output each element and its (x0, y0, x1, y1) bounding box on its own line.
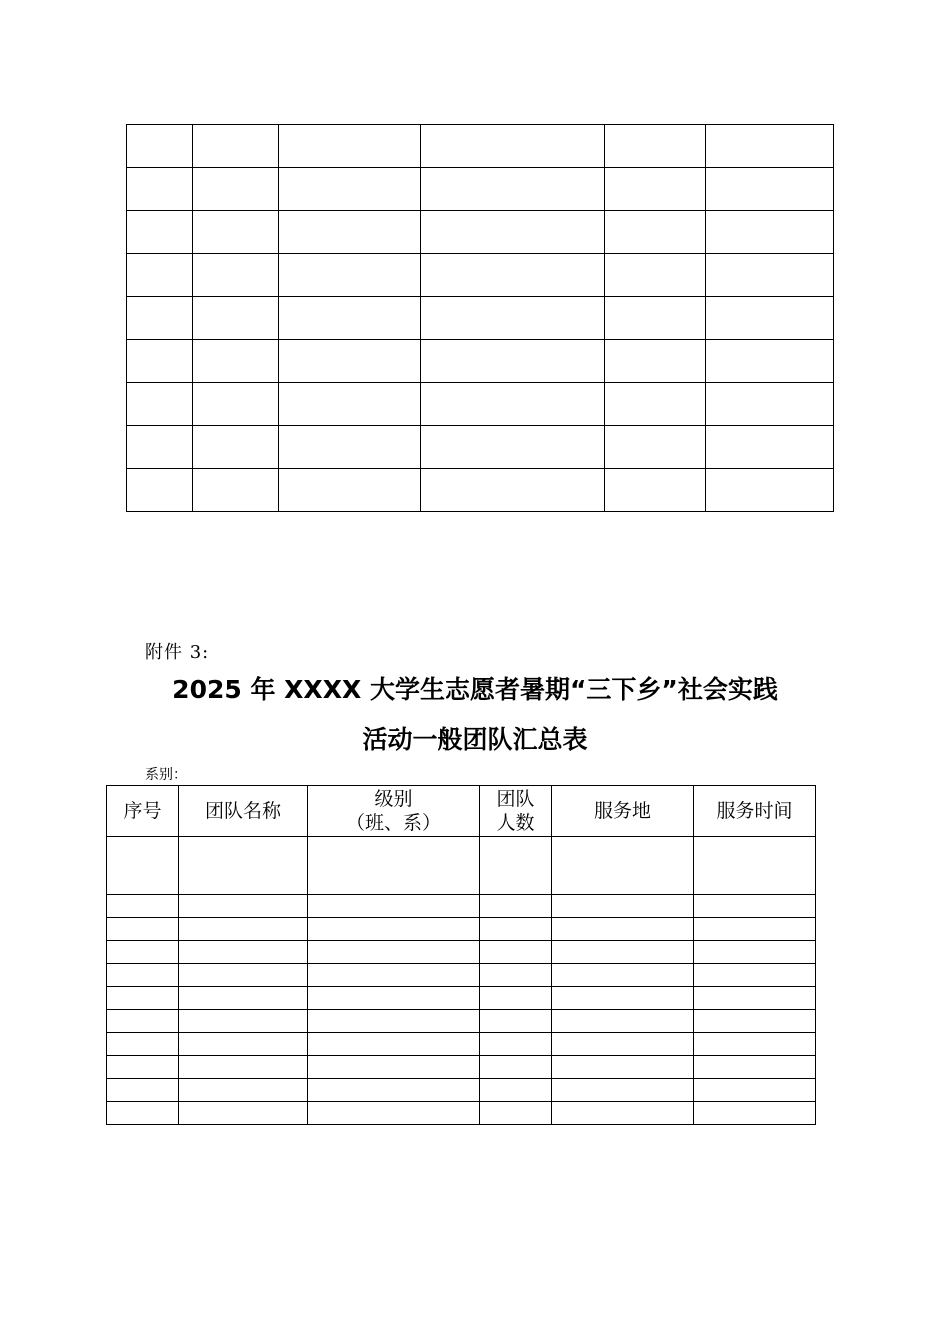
table-row (107, 1010, 816, 1033)
table-cell[interactable] (308, 837, 480, 895)
table-cell[interactable] (694, 1056, 816, 1079)
table-cell[interactable] (308, 1010, 480, 1033)
table-cell[interactable] (279, 426, 421, 469)
table-cell[interactable] (480, 987, 552, 1010)
header-service-location: 服务地 (552, 786, 694, 837)
table-row (127, 383, 834, 426)
table-cell[interactable] (694, 1102, 816, 1125)
table-cell[interactable] (694, 1010, 816, 1033)
table-cell[interactable] (552, 964, 694, 987)
table-row (107, 987, 816, 1010)
table-cell[interactable] (127, 254, 193, 297)
table-cell[interactable] (552, 1056, 694, 1079)
table-row (127, 297, 834, 340)
table-cell[interactable] (480, 1033, 552, 1056)
table-cell[interactable] (193, 383, 279, 426)
table-cell[interactable] (193, 297, 279, 340)
table-cell[interactable] (179, 1079, 308, 1102)
table-cell[interactable] (421, 125, 605, 168)
header-level-line-2: （班、系） (345, 812, 441, 834)
table-cell[interactable] (605, 340, 706, 383)
table-cell[interactable] (179, 837, 308, 895)
table-cell[interactable] (480, 1079, 552, 1102)
table-cell[interactable] (605, 469, 706, 512)
table-cell[interactable] (107, 1079, 179, 1102)
table-cell[interactable] (107, 918, 179, 941)
table-cell[interactable] (421, 254, 605, 297)
header-level (308, 786, 480, 837)
table-row (127, 211, 834, 254)
team-summary-table-body (107, 837, 816, 1125)
table-cell[interactable] (127, 426, 193, 469)
table-row (107, 1079, 816, 1102)
table-cell[interactable] (552, 918, 694, 941)
table-cell[interactable] (552, 895, 694, 918)
table-cell[interactable] (107, 964, 179, 987)
table-cell[interactable] (605, 211, 706, 254)
attachment-label: 附件 3: (145, 642, 210, 663)
table-cell[interactable] (605, 383, 706, 426)
team-summary-table (106, 785, 816, 1125)
table-cell[interactable] (605, 125, 706, 168)
department-label: 系别： (145, 767, 187, 783)
table-cell[interactable] (552, 1079, 694, 1102)
table-cell[interactable] (107, 1056, 179, 1079)
table-cell[interactable] (193, 340, 279, 383)
table-cell[interactable] (308, 987, 480, 1010)
table-cell[interactable] (605, 168, 706, 211)
table-cell[interactable] (694, 964, 816, 987)
table-cell[interactable] (694, 895, 816, 918)
table-cell[interactable] (127, 383, 193, 426)
table-cell[interactable] (552, 941, 694, 964)
table-cell[interactable] (127, 125, 193, 168)
table-cell[interactable] (605, 254, 706, 297)
table-row (127, 168, 834, 211)
table-cell[interactable] (127, 469, 193, 512)
table-cell[interactable] (308, 1056, 480, 1079)
table-cell[interactable] (107, 1010, 179, 1033)
table-cell[interactable] (308, 895, 480, 918)
table-row (127, 254, 834, 297)
table-cell[interactable] (605, 426, 706, 469)
table-row (127, 125, 834, 168)
table-cell[interactable] (308, 1102, 480, 1125)
table-cell[interactable] (193, 426, 279, 469)
table-cell[interactable] (107, 837, 179, 895)
table-cell[interactable] (480, 1056, 552, 1079)
table-cell[interactable] (179, 895, 308, 918)
table-cell[interactable] (706, 211, 834, 254)
table-cell[interactable] (421, 297, 605, 340)
table-cell[interactable] (193, 254, 279, 297)
table-cell[interactable] (107, 895, 179, 918)
table-cell[interactable] (421, 168, 605, 211)
continuation-table-body (127, 125, 834, 512)
table-row (127, 426, 834, 469)
table-cell[interactable] (127, 168, 193, 211)
table-cell[interactable] (193, 168, 279, 211)
table-cell[interactable] (308, 918, 480, 941)
table-cell[interactable] (279, 469, 421, 512)
table-cell[interactable] (706, 168, 834, 211)
table-row (107, 1033, 816, 1056)
table-cell[interactable] (694, 941, 816, 964)
table-row (107, 918, 816, 941)
table-cell[interactable] (308, 1033, 480, 1056)
table-cell[interactable] (480, 895, 552, 918)
table-cell[interactable] (308, 1079, 480, 1102)
table-cell[interactable] (107, 1033, 179, 1056)
table-cell[interactable] (706, 254, 834, 297)
table-cell[interactable] (179, 941, 308, 964)
table-cell[interactable] (421, 426, 605, 469)
table-cell[interactable] (694, 1033, 816, 1056)
table-cell[interactable] (279, 211, 421, 254)
table-header-row (107, 786, 816, 837)
table-cell[interactable] (179, 1056, 308, 1079)
table-cell[interactable] (279, 125, 421, 168)
table-cell[interactable] (480, 1102, 552, 1125)
table-cell[interactable] (127, 297, 193, 340)
table-cell[interactable] (193, 469, 279, 512)
table-row (107, 1102, 816, 1125)
table-cell[interactable] (179, 987, 308, 1010)
table-cell[interactable] (179, 964, 308, 987)
document-title-line-1: 2025 年 XXXX 大学生志愿者暑期“三下乡”社会实践 (172, 675, 778, 704)
table-cell[interactable] (480, 1010, 552, 1033)
table-row (107, 895, 816, 918)
table-cell[interactable] (127, 340, 193, 383)
table-cell[interactable] (552, 837, 694, 895)
table-cell[interactable] (421, 340, 605, 383)
table-cell[interactable] (193, 125, 279, 168)
header-level-line-1: 级别 (374, 788, 413, 810)
table-cell[interactable] (706, 469, 834, 512)
table-cell[interactable] (421, 469, 605, 512)
table-cell[interactable] (179, 1033, 308, 1056)
header-team-name: 团队名称 (179, 786, 308, 837)
table-cell[interactable] (706, 125, 834, 168)
table-cell[interactable] (279, 254, 421, 297)
table-row (107, 1056, 816, 1079)
table-cell[interactable] (552, 987, 694, 1010)
table-cell[interactable] (279, 297, 421, 340)
table-cell[interactable] (308, 964, 480, 987)
table-cell[interactable] (694, 837, 816, 895)
table-cell[interactable] (706, 426, 834, 469)
table-cell[interactable] (480, 964, 552, 987)
header-team-size-line-1: 团队 (496, 788, 535, 810)
table-cell[interactable] (480, 918, 552, 941)
table-row (107, 837, 816, 895)
table-cell[interactable] (107, 941, 179, 964)
table-cell[interactable] (179, 1102, 308, 1125)
table-cell[interactable] (279, 168, 421, 211)
table-cell[interactable] (480, 837, 552, 895)
table-cell[interactable] (552, 1033, 694, 1056)
table-row (127, 340, 834, 383)
header-service-time: 服务时间 (694, 786, 816, 837)
table-cell[interactable] (552, 1102, 694, 1125)
header-serial: 序号 (107, 786, 179, 837)
table-cell[interactable] (421, 211, 605, 254)
table-cell[interactable] (694, 918, 816, 941)
table-cell[interactable] (179, 1010, 308, 1033)
table-cell[interactable] (706, 340, 834, 383)
table-cell[interactable] (107, 1102, 179, 1125)
continuation-table (126, 124, 834, 512)
table-row (127, 469, 834, 512)
table-cell[interactable] (279, 340, 421, 383)
table-cell[interactable] (107, 987, 179, 1010)
table-cell[interactable] (706, 383, 834, 426)
table-cell[interactable] (279, 383, 421, 426)
table-cell[interactable] (179, 918, 308, 941)
table-cell[interactable] (694, 1079, 816, 1102)
table-cell[interactable] (605, 297, 706, 340)
table-cell[interactable] (421, 383, 605, 426)
table-row (107, 941, 816, 964)
table-cell[interactable] (694, 987, 816, 1010)
document-title-line-2: 活动一般团队汇总表 (362, 725, 588, 754)
header-team-size (480, 786, 552, 837)
table-cell[interactable] (308, 941, 480, 964)
table-cell[interactable] (480, 941, 552, 964)
table-cell[interactable] (706, 297, 834, 340)
table-cell[interactable] (193, 211, 279, 254)
table-cell[interactable] (127, 211, 193, 254)
table-cell[interactable] (552, 1010, 694, 1033)
table-row (107, 964, 816, 987)
header-team-size-line-2: 人数 (496, 812, 535, 834)
